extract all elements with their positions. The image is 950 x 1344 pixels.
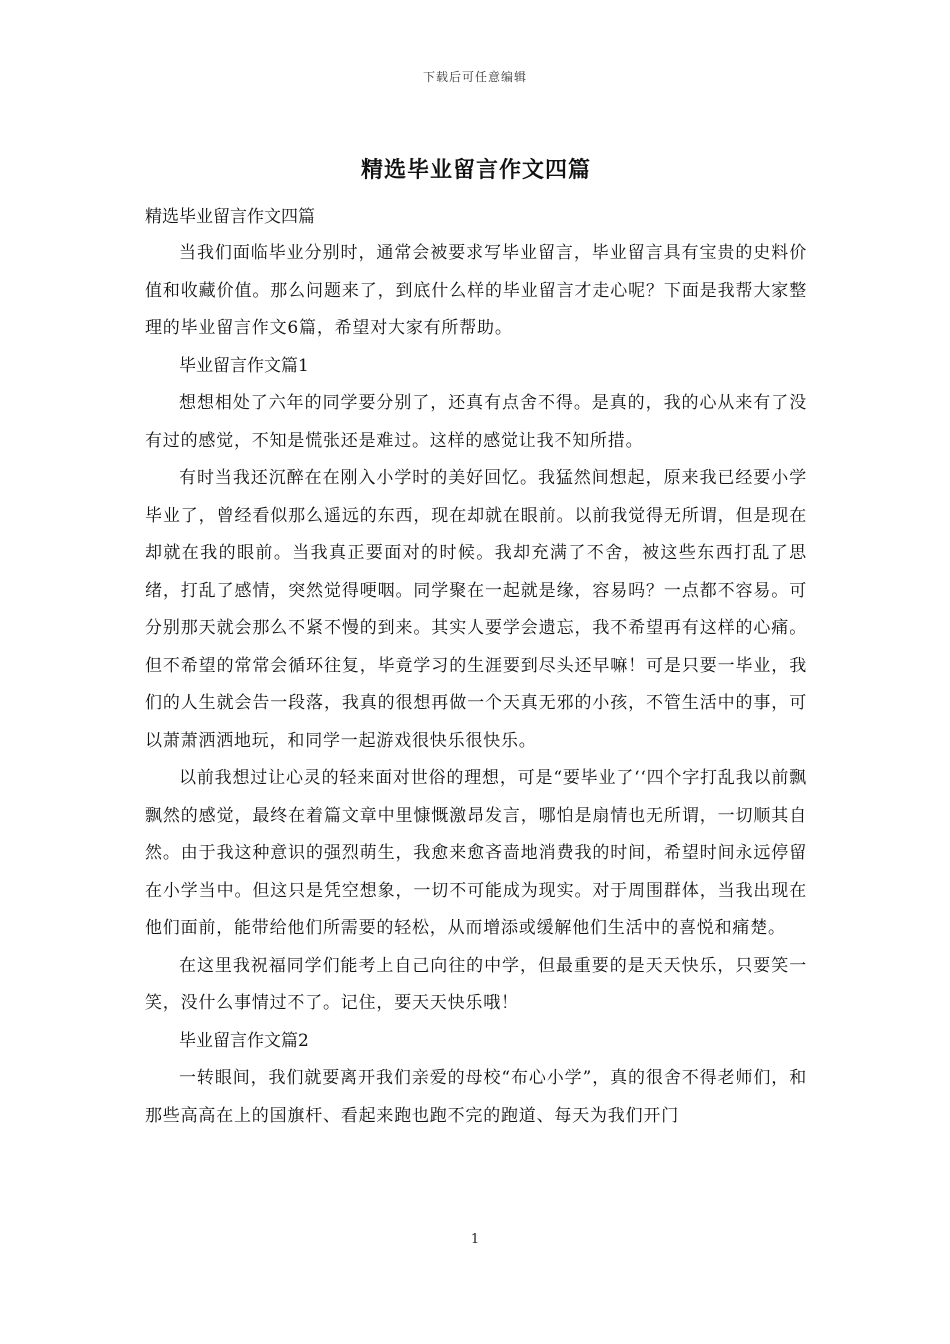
paragraph: 在这里我祝福同学们能考上自己向往的中学，但最重要的是天天快乐，只要笑一笑，没什么事情过不了。记住，要天天快乐哦！ [145,955,807,1013]
paragraph: 有时当我还沉醉在在刚入小学时的美好回忆。我猛然间想起，原来我已经要小学毕业了，曾经看似那么遥远的东西，现在却就在眼前。以前我觉得无所谓，但是现在却就在我的眼前。当我真正要面对的时候。我却充满了不舍，被这些东西打乱了思绪，打乱了感情，突然觉得哽咽。同学聚在一起就是缘，容易吗？一点都不容易。可分别那天就会那么不紧不慢的到来。其实人要学会遗忘，我不希望再有这样的心痛。但不希望的常常会循环往复，毕竟学习的生涯要到尽头还早嘛！可是只要一毕业，我们的人生就会告一段落，我真的很想再做一个天真无邪的小孩，不管生活中的事，可以萧萧洒洒地玩，和同学一起游戏很快乐很快乐。 [145,468,807,751]
section-heading-1: 毕业留言作文篇1 [179,355,309,376]
paragraph-intro: 当我们面临毕业分别时，通常会被要求写毕业留言，毕业留言具有宝贵的史料价值和收藏价值。那么问题来了，到底什么样的毕业留言才走心呢？下面是我帮大家整理的毕业留言作文6篇，希望对大家有所帮助。 [145,243,807,338]
paragraph: 一转眼间，我们就要离开我们亲爱的母校“布心小学”，真的很舍不得老师们，和那些高高在上的国旗杆、看起来跑也跑不完的跑道、每天为我们开门 [145,1068,807,1126]
header-note: 下载后可任意编辑 [422,70,527,84]
paragraph: 想想相处了六年的同学要分别了，还真有点舍不得。是真的，我的心从来有了没有过的感觉，不知是慌张还是难过。这样的感觉让我不知所措。 [145,393,807,451]
document-body [145,150,807,1135]
document-title: 精选毕业留言作文四篇 [360,157,591,183]
section-heading-2: 毕业留言作文篇2 [179,1030,309,1051]
paragraph: 以前我想过让心灵的轻来面对世俗的理想，可是“要毕业了‘‘四个字打乱我以前飘飘然的感觉，最终在着篇文章中里慷慨激昂发言，哪怕是扇情也无所谓，一切顺其自然。由于我这种意识的强烈萌生，我愈来愈吝啬地消费我的时间，希望时间永远停留在小学当中。但这只是凭空想象，一切不可能成为现实。对于周围群体，当我出现在他们面前，能带给他们所需要的轻松，从而增添或缓解他们生活中的喜悦和痛楚。 [145,768,807,938]
document-subtitle: 精选毕业留言作文四篇 [145,207,315,227]
page-number: 1 [470,1232,480,1247]
